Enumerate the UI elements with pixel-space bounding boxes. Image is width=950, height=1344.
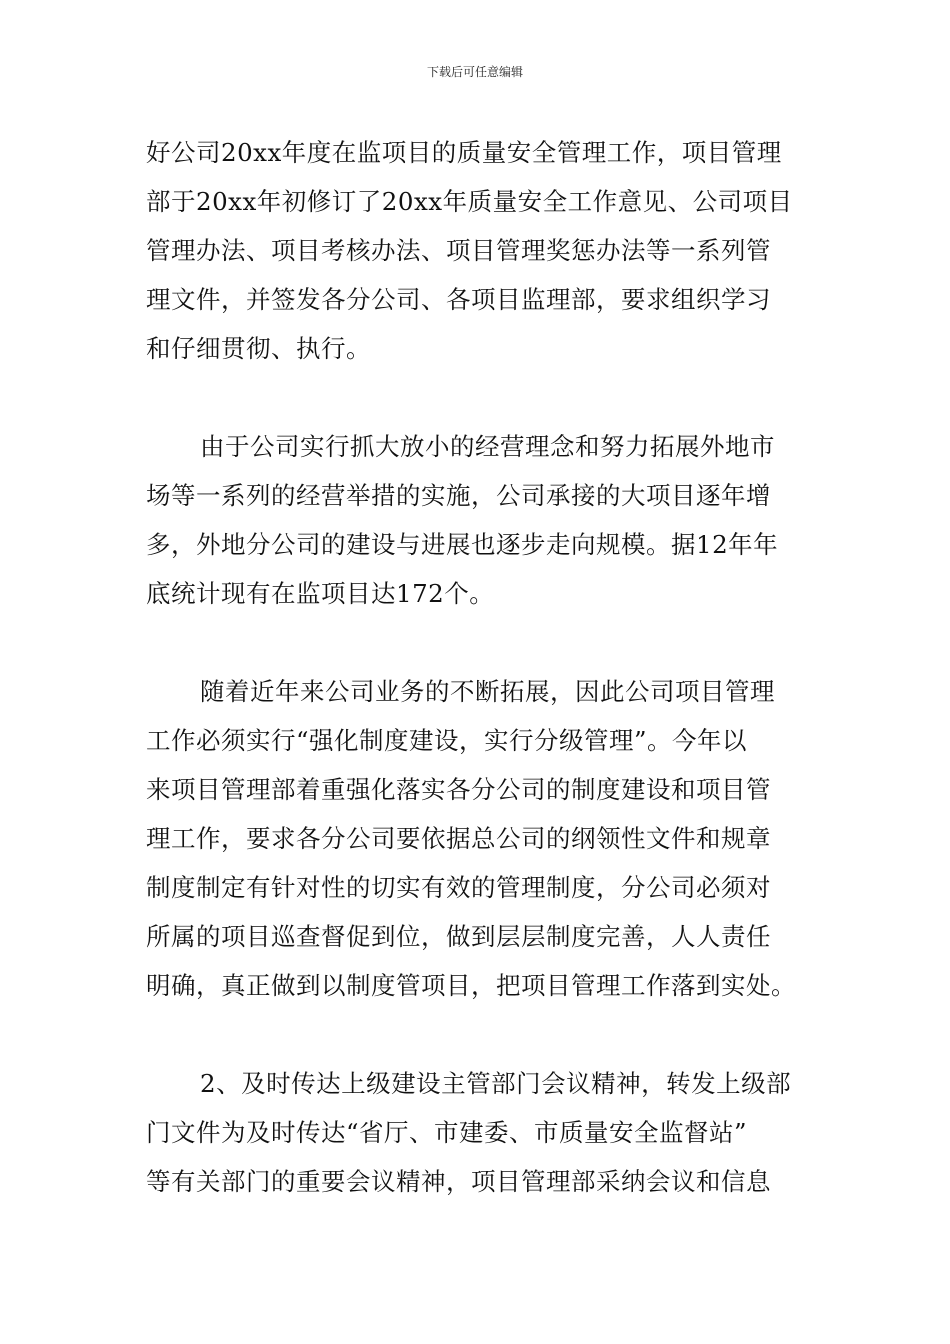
- paragraph-1: [146, 128, 810, 373]
- paragraph-3: [146, 667, 810, 1010]
- text-line: 工作必须实行“强化制度建设，实行分级管理”。今年以: [146, 726, 748, 755]
- text-line: 所属的项目巡查督促到位，做到层层制度完善，人人责任: [146, 922, 771, 951]
- text-line: 管理办法、项目考核办法、项目管理奖惩办法等一系列管: [146, 236, 771, 265]
- text-line: 场等一系列的经营举措的实施，公司承接的大项目逐年增: [146, 481, 771, 510]
- text-line: 多，外地分公司的建设与进展也逐步走向规模。据12年年: [146, 530, 779, 559]
- paragraph-spacer: [146, 373, 810, 422]
- paragraph-spacer: [146, 1010, 810, 1059]
- text-line: 随着近年来公司业务的不断拓展，因此公司项目管理: [200, 677, 775, 706]
- text-line: 和仔细贯彻、执行。: [146, 334, 371, 363]
- text-line: 好公司20xx年度在监项目的质量安全管理工作，项目管理: [146, 138, 782, 167]
- paragraph-spacer: [146, 618, 810, 667]
- text-line: 明确，真正做到以制度管项目，把项目管理工作落到实处。: [146, 971, 796, 1000]
- text-line: 理工作，要求各分公司要依据总公司的纲领性文件和规章: [146, 824, 771, 853]
- document-body: [146, 128, 810, 1206]
- text-line: 来项目管理部着重强化落实各分公司的制度建设和项目管: [146, 775, 771, 804]
- paragraph-2: [146, 422, 810, 618]
- paragraph-4: [146, 1059, 810, 1206]
- text-line: 理文件，并签发各分公司、各项目监理部，要求组织学习: [146, 285, 771, 314]
- text-line: 等有关部门的重要会议精神，项目管理部采纳会议和信息: [146, 1167, 771, 1196]
- text-line: 由于公司实行抓大放小的经营理念和努力拓展外地市: [200, 432, 775, 461]
- text-line: 制度制定有针对性的切实有效的管理制度，分公司必须对: [146, 873, 771, 902]
- text-line: 门文件为及时传达“省厅、市建委、市质量安全监督站”: [146, 1118, 748, 1147]
- text-line: 底统计现有在监项目达172个。: [146, 579, 495, 608]
- text-line: 2、及时传达上级建设主管部门会议精神，转发上级部: [200, 1069, 792, 1098]
- text-line: 部于20xx年初修订了20xx年质量安全工作意见、公司项目: [146, 187, 793, 216]
- page-header-note: 下载后可任意编辑: [426, 65, 523, 79]
